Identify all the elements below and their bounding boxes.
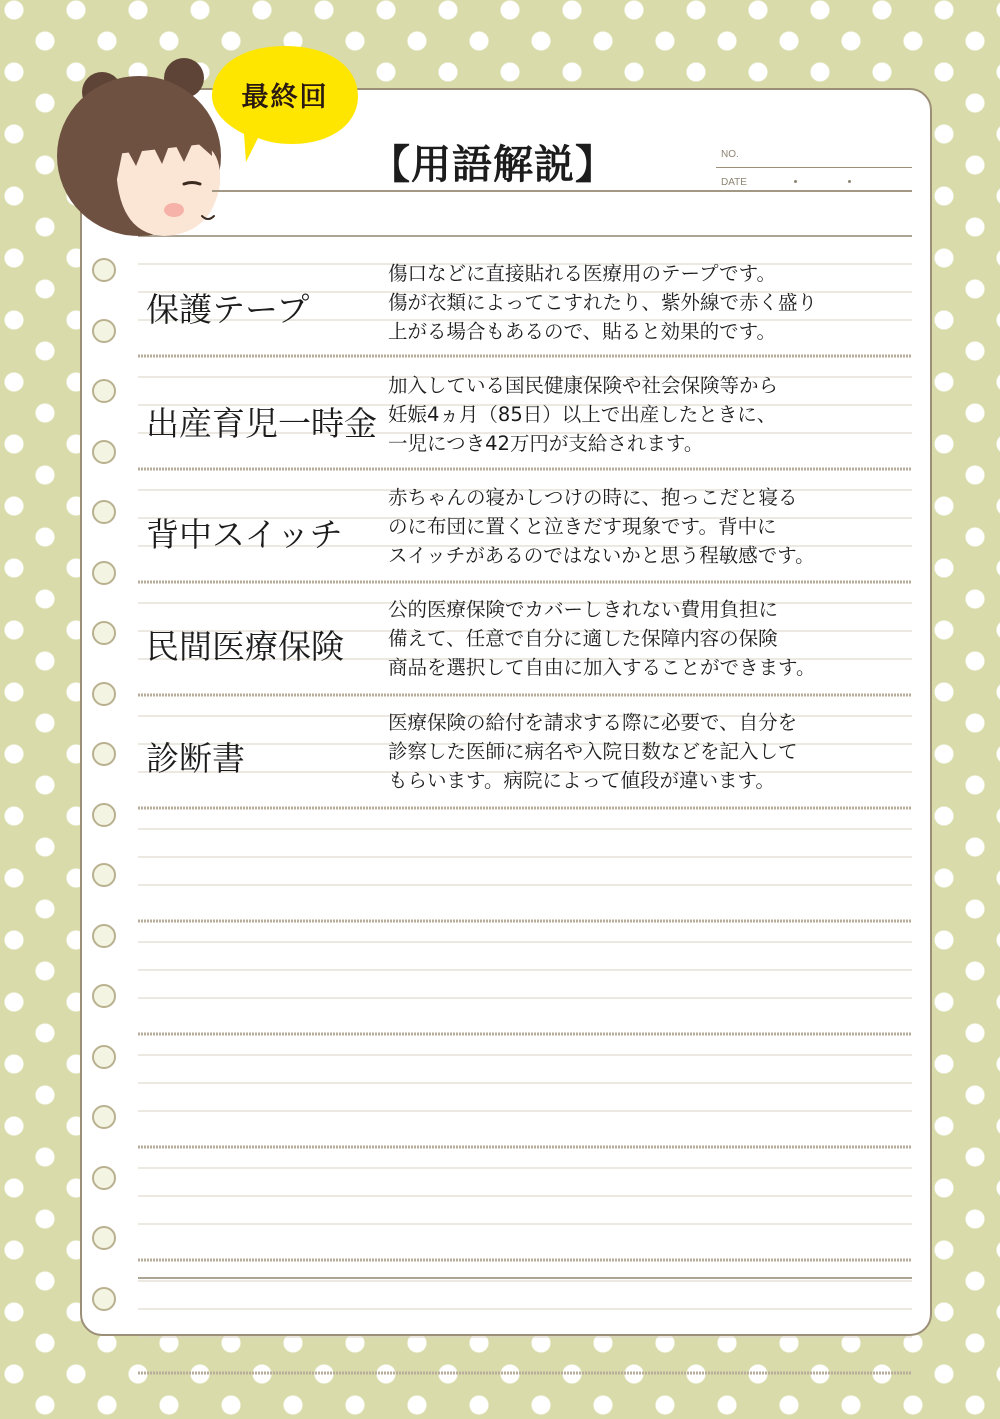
title-underline: [212, 190, 912, 192]
definition-line: 医療保険の給付を請求する際に必要で、自分を: [388, 711, 798, 734]
definition-shindansho: [388, 708, 928, 795]
term-shindansho: 診断書: [146, 739, 245, 778]
term-shussan-ikuji-ichijikin: 出産育児一時金: [146, 404, 377, 443]
definition-line: 傷が衣類によってこすれたり、紫外線で赤く盛り: [388, 291, 818, 314]
definition-shussan-ikuji-ichijikin: [388, 371, 928, 458]
binder-ring: [92, 500, 116, 524]
definition-senaka-switch: [388, 483, 928, 570]
binder-ring: [92, 561, 116, 585]
binder-ring: [92, 319, 116, 343]
definition-line: 妊娠4ヵ月（85日）以上で出産したときに、: [388, 403, 777, 426]
binder-ring: [92, 863, 116, 887]
definition-line: スイッチがあるのではないかと思う程敏感です。: [388, 544, 815, 567]
binder-ring: [92, 379, 116, 403]
definition-hogo-tape: [388, 259, 928, 346]
date-separator: [848, 180, 851, 183]
binder-ring: [92, 1287, 116, 1311]
no-label: NO.: [721, 149, 739, 160]
term-senaka-switch: 背中スイッチ: [146, 515, 343, 554]
binder-ring: [92, 1045, 116, 1069]
binder-ring: [92, 803, 116, 827]
term-minkan-iryou-hoken: 民間医療保険: [146, 627, 344, 666]
binder-ring: [92, 1105, 116, 1129]
binder-ring: [92, 682, 116, 706]
definition-line: もらいます。病院によって値段が違います。: [388, 769, 775, 792]
binder-ring: [92, 621, 116, 645]
binder-ring: [92, 924, 116, 948]
page-title: 【用語解説】: [370, 142, 616, 188]
definition-line: 赤ちゃんの寝かしつけの時に、抱っこだと寝る: [388, 486, 798, 509]
definition-line: 備えて、任意で自分に適した保障内容の保険: [388, 627, 778, 650]
binder-ring: [92, 1226, 116, 1250]
definition-line: 加入している国民健康保険や社会保険等から: [388, 374, 779, 397]
date-label: DATE: [721, 177, 747, 188]
no-line: [716, 167, 912, 168]
binder-ring: [92, 440, 116, 464]
definition-line: 公的医療保険でカバーしきれない費用負担に: [388, 598, 779, 621]
definition-line: 上がる場合もあるので、貼ると効果的です。: [388, 320, 777, 343]
date-separator: [794, 180, 797, 183]
badge-label: 最終回: [241, 82, 329, 113]
definition-line: 一児につき42万円が支給されます。: [388, 432, 704, 455]
binder-ring: [92, 984, 116, 1008]
binder-ring: [92, 742, 116, 766]
definition-line: 商品を選択して自由に加入することができます。: [388, 656, 816, 679]
binder-ring: [92, 258, 116, 282]
binder-ring: [92, 1166, 116, 1190]
definition-line: 傷口などに直接貼れる医療用のテープです。: [388, 262, 777, 285]
definition-line: 診察した医師に病名や入院日数などを記入して: [388, 740, 798, 763]
definition-line: のに布団に置くと泣きだす現象です。背中に: [388, 515, 777, 538]
term-hogo-tape: 保護テープ: [146, 290, 310, 329]
definition-minkan-iryou-hoken: [388, 595, 928, 682]
